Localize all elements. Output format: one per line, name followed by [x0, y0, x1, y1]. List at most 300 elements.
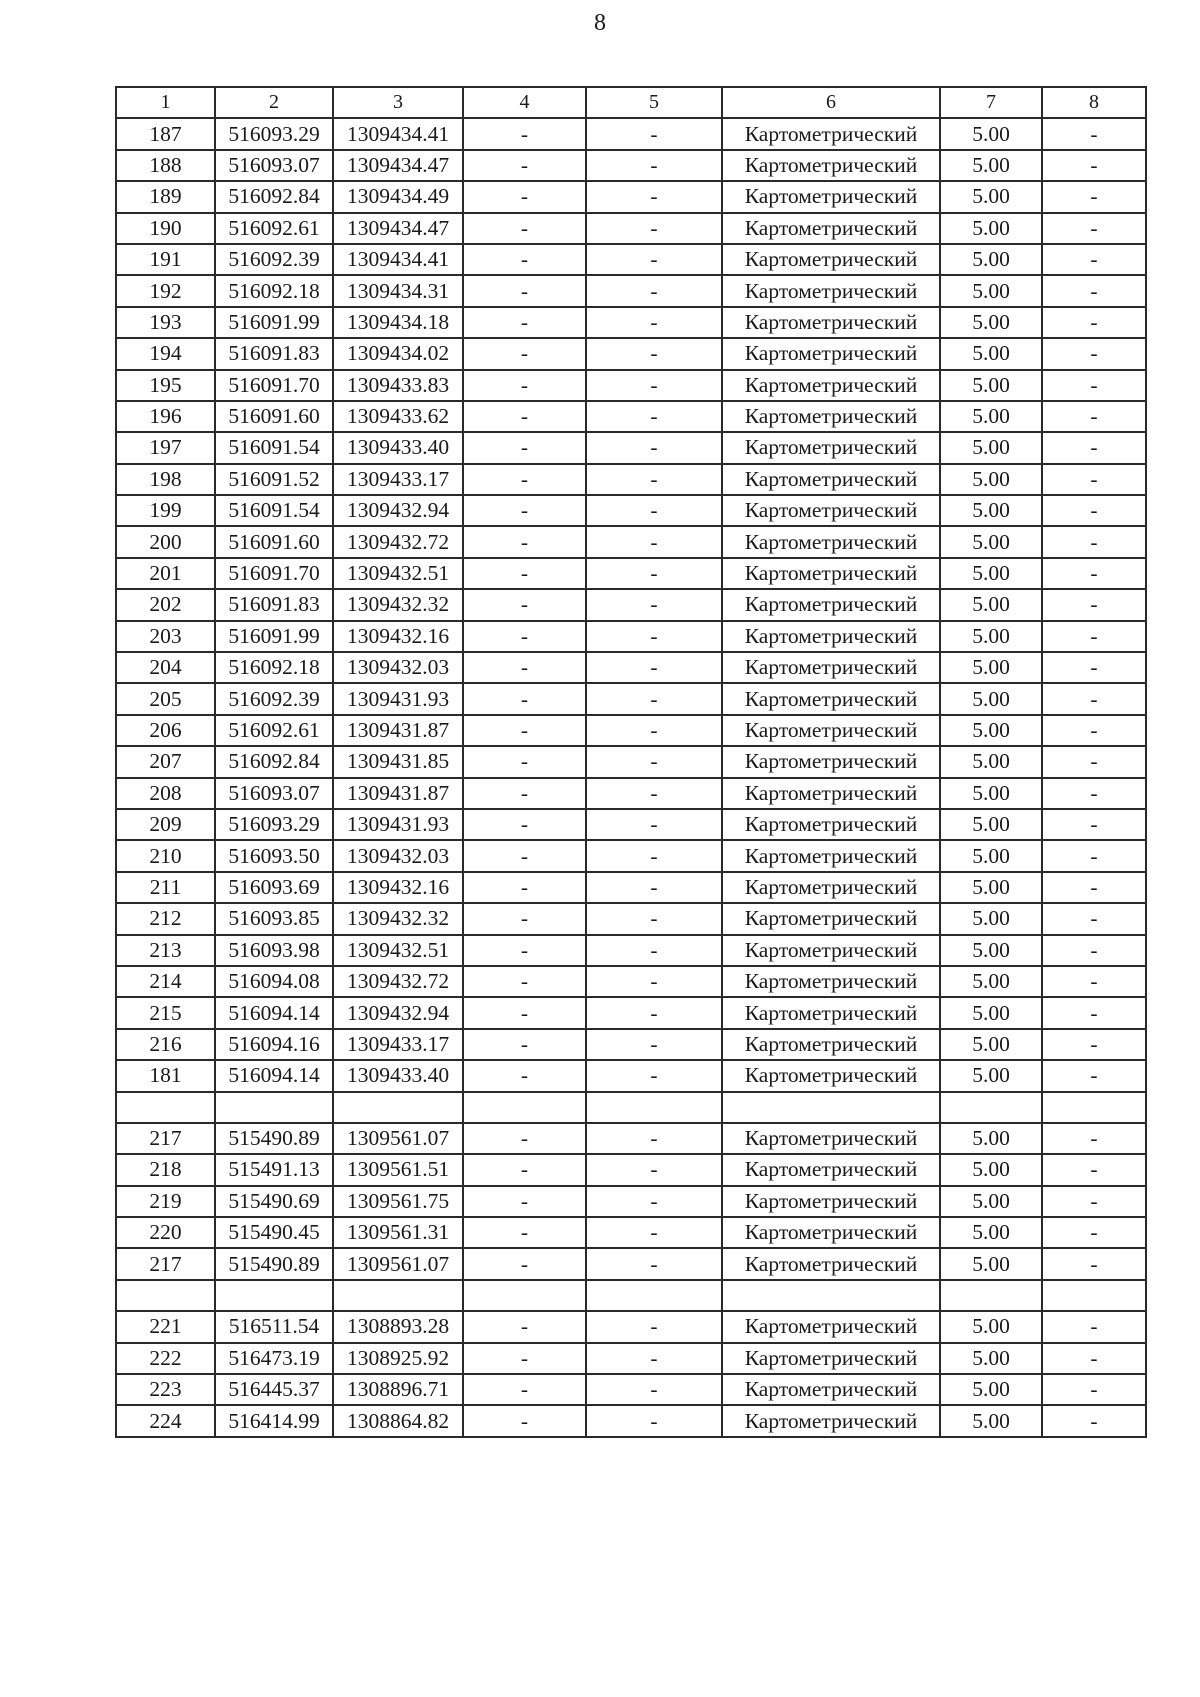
y-coordinate-cell: 1309433.40	[333, 1060, 463, 1091]
method-cell: Картометрический	[722, 1405, 940, 1436]
method-cell: Картометрический	[722, 1217, 940, 1248]
col5-cell: -	[586, 275, 722, 306]
accuracy-cell: 5.00	[940, 464, 1042, 495]
method-cell: Картометрический	[722, 338, 940, 369]
page-number: 8	[594, 10, 606, 36]
y-coordinate-cell: 1309434.47	[333, 150, 463, 181]
x-coordinate-cell: 516092.84	[215, 181, 333, 212]
x-coordinate-cell: 516093.07	[215, 150, 333, 181]
point-number-cell: 208	[116, 778, 215, 809]
point-number-cell: 209	[116, 809, 215, 840]
point-number-cell: 211	[116, 872, 215, 903]
y-coordinate-cell: 1309431.87	[333, 778, 463, 809]
y-coordinate-cell: 1309432.94	[333, 495, 463, 526]
accuracy-cell: 5.00	[940, 1186, 1042, 1217]
col8-cell: -	[1042, 370, 1146, 401]
col5-cell: -	[586, 1060, 722, 1091]
y-coordinate-cell	[333, 1092, 463, 1123]
point-number-cell: 222	[116, 1343, 215, 1374]
point-number-cell: 219	[116, 1186, 215, 1217]
accuracy-cell: 5.00	[940, 1217, 1042, 1248]
col8-cell: -	[1042, 935, 1146, 966]
col4-cell: -	[463, 307, 586, 338]
col8-cell: -	[1042, 903, 1146, 934]
method-cell	[722, 1280, 940, 1311]
x-coordinate-cell	[215, 1280, 333, 1311]
col5-cell: -	[586, 181, 722, 212]
col5-cell	[586, 1092, 722, 1123]
y-coordinate-cell: 1309433.17	[333, 1029, 463, 1060]
col8-cell: -	[1042, 746, 1146, 777]
col5-cell: -	[586, 903, 722, 934]
x-coordinate-cell: 516092.39	[215, 683, 333, 714]
accuracy-cell: 5.00	[940, 935, 1042, 966]
x-coordinate-cell: 516091.60	[215, 526, 333, 557]
col5-cell: -	[586, 840, 722, 871]
col8-cell: -	[1042, 809, 1146, 840]
col5-cell: -	[586, 307, 722, 338]
x-coordinate-cell	[215, 1092, 333, 1123]
point-number-cell: 203	[116, 621, 215, 652]
method-cell: Картометрический	[722, 275, 940, 306]
col4-cell: -	[463, 558, 586, 589]
method-cell: Картометрический	[722, 621, 940, 652]
x-coordinate-cell: 516091.83	[215, 589, 333, 620]
col5-cell: -	[586, 526, 722, 557]
x-coordinate-cell: 516091.60	[215, 401, 333, 432]
accuracy-cell: 5.00	[940, 1029, 1042, 1060]
col8-cell: -	[1042, 1186, 1146, 1217]
col4-cell: -	[463, 275, 586, 306]
accuracy-cell: 5.00	[940, 495, 1042, 526]
col5-cell: -	[586, 997, 722, 1028]
col8-cell: -	[1042, 966, 1146, 997]
col4-cell: -	[463, 652, 586, 683]
col4-cell: -	[463, 401, 586, 432]
accuracy-cell: 5.00	[940, 589, 1042, 620]
accuracy-cell	[940, 1280, 1042, 1311]
x-coordinate-cell: 516094.08	[215, 966, 333, 997]
y-coordinate-cell: 1309432.94	[333, 997, 463, 1028]
col8-cell: -	[1042, 526, 1146, 557]
col4-cell: -	[463, 966, 586, 997]
y-coordinate-cell: 1309431.93	[333, 809, 463, 840]
column-header: 1	[116, 87, 215, 118]
table-row	[116, 1029, 1146, 1060]
table-row	[116, 935, 1146, 966]
col5-cell: -	[586, 715, 722, 746]
col8-cell: -	[1042, 715, 1146, 746]
point-number-cell: 192	[116, 275, 215, 306]
col8-cell	[1042, 1280, 1146, 1311]
x-coordinate-cell: 515490.69	[215, 1186, 333, 1217]
method-cell: Картометрический	[722, 652, 940, 683]
point-number-cell: 194	[116, 338, 215, 369]
col8-cell: -	[1042, 307, 1146, 338]
col8-cell: -	[1042, 118, 1146, 149]
method-cell: Картометрический	[722, 244, 940, 275]
y-coordinate-cell: 1309433.17	[333, 464, 463, 495]
point-number-cell: 196	[116, 401, 215, 432]
point-number-cell: 193	[116, 307, 215, 338]
y-coordinate-cell: 1309433.62	[333, 401, 463, 432]
col5-cell: -	[586, 370, 722, 401]
table-row	[116, 275, 1146, 306]
col4-cell: -	[463, 1217, 586, 1248]
method-cell: Картометрический	[722, 840, 940, 871]
y-coordinate-cell: 1309432.72	[333, 966, 463, 997]
x-coordinate-cell: 516091.52	[215, 464, 333, 495]
col4-cell: -	[463, 526, 586, 557]
point-number-cell: 204	[116, 652, 215, 683]
column-header: 7	[940, 87, 1042, 118]
col4-cell: -	[463, 181, 586, 212]
col5-cell: -	[586, 464, 722, 495]
col5-cell: -	[586, 966, 722, 997]
y-coordinate-cell: 1309432.51	[333, 935, 463, 966]
col4-cell: -	[463, 1123, 586, 1154]
method-cell: Картометрический	[722, 997, 940, 1028]
point-number-cell	[116, 1280, 215, 1311]
method-cell: Картометрический	[722, 1374, 940, 1405]
x-coordinate-cell: 516093.50	[215, 840, 333, 871]
method-cell: Картометрический	[722, 118, 940, 149]
col8-cell: -	[1042, 558, 1146, 589]
accuracy-cell: 5.00	[940, 746, 1042, 777]
col4-cell: -	[463, 150, 586, 181]
accuracy-cell: 5.00	[940, 903, 1042, 934]
accuracy-cell: 5.00	[940, 652, 1042, 683]
col8-cell: -	[1042, 1248, 1146, 1279]
col4-cell: -	[463, 621, 586, 652]
col8-cell: -	[1042, 1343, 1146, 1374]
col5-cell: -	[586, 589, 722, 620]
y-coordinate-cell: 1309434.18	[333, 307, 463, 338]
column-header: 6	[722, 87, 940, 118]
method-cell: Картометрический	[722, 935, 940, 966]
col8-cell: -	[1042, 778, 1146, 809]
col5-cell: -	[586, 1374, 722, 1405]
x-coordinate-cell: 516093.69	[215, 872, 333, 903]
point-number-cell: 190	[116, 213, 215, 244]
method-cell: Картометрический	[722, 181, 940, 212]
point-number-cell: 207	[116, 746, 215, 777]
column-header: 3	[333, 87, 463, 118]
accuracy-cell: 5.00	[940, 1343, 1042, 1374]
accuracy-cell: 5.00	[940, 526, 1042, 557]
accuracy-cell: 5.00	[940, 432, 1042, 463]
y-coordinate-cell: 1309432.16	[333, 621, 463, 652]
x-coordinate-cell: 515490.45	[215, 1217, 333, 1248]
col4-cell: -	[463, 213, 586, 244]
point-number-cell: 214	[116, 966, 215, 997]
col4-cell: -	[463, 370, 586, 401]
point-number-cell: 195	[116, 370, 215, 401]
accuracy-cell: 5.00	[940, 401, 1042, 432]
point-number-cell: 216	[116, 1029, 215, 1060]
col4-cell: -	[463, 903, 586, 934]
method-cell: Картометрический	[722, 778, 940, 809]
point-number-cell: 206	[116, 715, 215, 746]
col5-cell: -	[586, 809, 722, 840]
point-number-cell: 215	[116, 997, 215, 1028]
column-header: 2	[215, 87, 333, 118]
table-row	[116, 997, 1146, 1028]
column-header: 5	[586, 87, 722, 118]
col5-cell: -	[586, 746, 722, 777]
table-row	[116, 526, 1146, 557]
col8-cell: -	[1042, 621, 1146, 652]
accuracy-cell: 5.00	[940, 966, 1042, 997]
point-number-cell: 202	[116, 589, 215, 620]
col4-cell: -	[463, 1405, 586, 1436]
table-row	[116, 589, 1146, 620]
x-coordinate-cell: 516094.14	[215, 997, 333, 1028]
col5-cell: -	[586, 432, 722, 463]
table-row	[116, 778, 1146, 809]
x-coordinate-cell: 516093.29	[215, 118, 333, 149]
method-cell: Картометрический	[722, 401, 940, 432]
accuracy-cell: 5.00	[940, 370, 1042, 401]
method-cell: Картометрический	[722, 809, 940, 840]
point-number-cell: 218	[116, 1154, 215, 1185]
method-cell: Картометрический	[722, 526, 940, 557]
table-row	[116, 1280, 1146, 1311]
col4-cell: -	[463, 338, 586, 369]
col8-cell: -	[1042, 997, 1146, 1028]
table-row	[116, 1343, 1146, 1374]
accuracy-cell: 5.00	[940, 715, 1042, 746]
col5-cell: -	[586, 652, 722, 683]
y-coordinate-cell: 1309432.72	[333, 526, 463, 557]
table-row	[116, 840, 1146, 871]
method-cell: Картометрический	[722, 1248, 940, 1279]
table-row	[116, 1092, 1146, 1123]
y-coordinate-cell: 1308925.92	[333, 1343, 463, 1374]
x-coordinate-cell: 516094.14	[215, 1060, 333, 1091]
accuracy-cell: 5.00	[940, 1248, 1042, 1279]
method-cell: Картометрический	[722, 1154, 940, 1185]
y-coordinate-cell: 1309431.85	[333, 746, 463, 777]
col8-cell: -	[1042, 464, 1146, 495]
col5-cell: -	[586, 150, 722, 181]
method-cell: Картометрический	[722, 903, 940, 934]
y-coordinate-cell: 1309432.32	[333, 903, 463, 934]
method-cell: Картометрический	[722, 150, 940, 181]
accuracy-cell: 5.00	[940, 118, 1042, 149]
accuracy-cell: 5.00	[940, 1311, 1042, 1342]
point-number-cell: 191	[116, 244, 215, 275]
accuracy-cell: 5.00	[940, 683, 1042, 714]
method-cell: Картометрический	[722, 1311, 940, 1342]
x-coordinate-cell: 516473.19	[215, 1343, 333, 1374]
col8-cell: -	[1042, 1374, 1146, 1405]
table-row	[116, 872, 1146, 903]
col8-cell: -	[1042, 1311, 1146, 1342]
y-coordinate-cell: 1309561.75	[333, 1186, 463, 1217]
y-coordinate-cell: 1309434.41	[333, 118, 463, 149]
x-coordinate-cell: 516091.54	[215, 432, 333, 463]
col4-cell: -	[463, 589, 586, 620]
table-row	[116, 1123, 1146, 1154]
table-row	[116, 966, 1146, 997]
table-row	[116, 621, 1146, 652]
x-coordinate-cell: 516091.54	[215, 495, 333, 526]
table-row	[116, 1186, 1146, 1217]
table-row	[116, 1374, 1146, 1405]
x-coordinate-cell: 516091.83	[215, 338, 333, 369]
table-row	[116, 1060, 1146, 1091]
col5-cell: -	[586, 1186, 722, 1217]
col4-cell: -	[463, 778, 586, 809]
x-coordinate-cell: 516093.29	[215, 809, 333, 840]
col8-cell: -	[1042, 213, 1146, 244]
point-number-cell: 200	[116, 526, 215, 557]
accuracy-cell: 5.00	[940, 558, 1042, 589]
x-coordinate-cell: 516091.99	[215, 307, 333, 338]
col5-cell	[586, 1280, 722, 1311]
x-coordinate-cell: 515490.89	[215, 1248, 333, 1279]
table-row	[116, 652, 1146, 683]
x-coordinate-cell: 515490.89	[215, 1123, 333, 1154]
method-cell: Картометрический	[722, 1123, 940, 1154]
col8-cell: -	[1042, 872, 1146, 903]
col5-cell: -	[586, 872, 722, 903]
col4-cell	[463, 1280, 586, 1311]
y-coordinate-cell: 1309434.31	[333, 275, 463, 306]
point-number-cell: 224	[116, 1405, 215, 1436]
accuracy-cell: 5.00	[940, 1123, 1042, 1154]
method-cell: Картометрический	[722, 1060, 940, 1091]
table-row	[116, 338, 1146, 369]
table-row	[116, 1217, 1146, 1248]
x-coordinate-cell: 516093.07	[215, 778, 333, 809]
col4-cell: -	[463, 464, 586, 495]
point-number-cell: 217	[116, 1248, 215, 1279]
point-number-cell: 199	[116, 495, 215, 526]
table-row	[116, 903, 1146, 934]
x-coordinate-cell: 516092.39	[215, 244, 333, 275]
y-coordinate-cell	[333, 1280, 463, 1311]
col8-cell: -	[1042, 181, 1146, 212]
col8-cell: -	[1042, 275, 1146, 306]
method-cell	[722, 1092, 940, 1123]
point-number-cell: 187	[116, 118, 215, 149]
col5-cell: -	[586, 118, 722, 149]
y-coordinate-cell: 1309433.83	[333, 370, 463, 401]
accuracy-cell: 5.00	[940, 621, 1042, 652]
table-row	[116, 213, 1146, 244]
accuracy-cell: 5.00	[940, 244, 1042, 275]
col5-cell: -	[586, 1029, 722, 1060]
col4-cell: -	[463, 1374, 586, 1405]
col5-cell: -	[586, 1154, 722, 1185]
accuracy-cell: 5.00	[940, 275, 1042, 306]
y-coordinate-cell: 1309433.40	[333, 432, 463, 463]
method-cell: Картометрический	[722, 370, 940, 401]
y-coordinate-cell: 1309434.47	[333, 213, 463, 244]
col5-cell: -	[586, 558, 722, 589]
x-coordinate-cell: 516092.61	[215, 213, 333, 244]
x-coordinate-cell: 516094.16	[215, 1029, 333, 1060]
accuracy-cell: 5.00	[940, 1405, 1042, 1436]
x-coordinate-cell: 516092.84	[215, 746, 333, 777]
table-row	[116, 244, 1146, 275]
table-row	[116, 464, 1146, 495]
point-number-cell: 189	[116, 181, 215, 212]
method-cell: Картометрический	[722, 432, 940, 463]
table-row	[116, 715, 1146, 746]
accuracy-cell: 5.00	[940, 778, 1042, 809]
col5-cell: -	[586, 244, 722, 275]
point-number-cell: 212	[116, 903, 215, 934]
y-coordinate-cell: 1309431.93	[333, 683, 463, 714]
x-coordinate-cell: 516511.54	[215, 1311, 333, 1342]
method-cell: Картометрический	[722, 495, 940, 526]
col5-cell: -	[586, 495, 722, 526]
x-coordinate-cell: 516091.70	[215, 558, 333, 589]
y-coordinate-cell: 1309432.03	[333, 840, 463, 871]
y-coordinate-cell: 1309561.51	[333, 1154, 463, 1185]
table-body	[116, 118, 1146, 1436]
col4-cell: -	[463, 872, 586, 903]
col8-cell: -	[1042, 338, 1146, 369]
col8-cell: -	[1042, 495, 1146, 526]
x-coordinate-cell: 516093.85	[215, 903, 333, 934]
y-coordinate-cell: 1309432.32	[333, 589, 463, 620]
col4-cell: -	[463, 840, 586, 871]
y-coordinate-cell: 1308864.82	[333, 1405, 463, 1436]
col4-cell: -	[463, 715, 586, 746]
accuracy-cell: 5.00	[940, 872, 1042, 903]
method-cell: Картометрический	[722, 683, 940, 714]
col4-cell: -	[463, 495, 586, 526]
y-coordinate-cell: 1308893.28	[333, 1311, 463, 1342]
table-row	[116, 558, 1146, 589]
col5-cell: -	[586, 1405, 722, 1436]
method-cell: Картометрический	[722, 715, 940, 746]
col8-cell: -	[1042, 244, 1146, 275]
point-number-cell: 197	[116, 432, 215, 463]
header-row	[116, 87, 1146, 118]
col4-cell: -	[463, 432, 586, 463]
table-row	[116, 118, 1146, 149]
col4-cell: -	[463, 1311, 586, 1342]
table-row	[116, 401, 1146, 432]
col8-cell	[1042, 1092, 1146, 1123]
table-row	[116, 181, 1146, 212]
col8-cell: -	[1042, 1123, 1146, 1154]
accuracy-cell: 5.00	[940, 1374, 1042, 1405]
x-coordinate-cell: 516092.61	[215, 715, 333, 746]
point-number-cell: 210	[116, 840, 215, 871]
col4-cell: -	[463, 1186, 586, 1217]
col5-cell: -	[586, 1311, 722, 1342]
table-row	[116, 1311, 1146, 1342]
point-number-cell: 220	[116, 1217, 215, 1248]
point-number-cell: 205	[116, 683, 215, 714]
y-coordinate-cell: 1309561.31	[333, 1217, 463, 1248]
col5-cell: -	[586, 1248, 722, 1279]
method-cell: Картометрический	[722, 589, 940, 620]
col4-cell: -	[463, 1343, 586, 1374]
accuracy-cell: 5.00	[940, 213, 1042, 244]
col8-cell: -	[1042, 1217, 1146, 1248]
point-number-cell: 217	[116, 1123, 215, 1154]
accuracy-cell: 5.00	[940, 809, 1042, 840]
table-row	[116, 307, 1146, 338]
table-row	[116, 370, 1146, 401]
